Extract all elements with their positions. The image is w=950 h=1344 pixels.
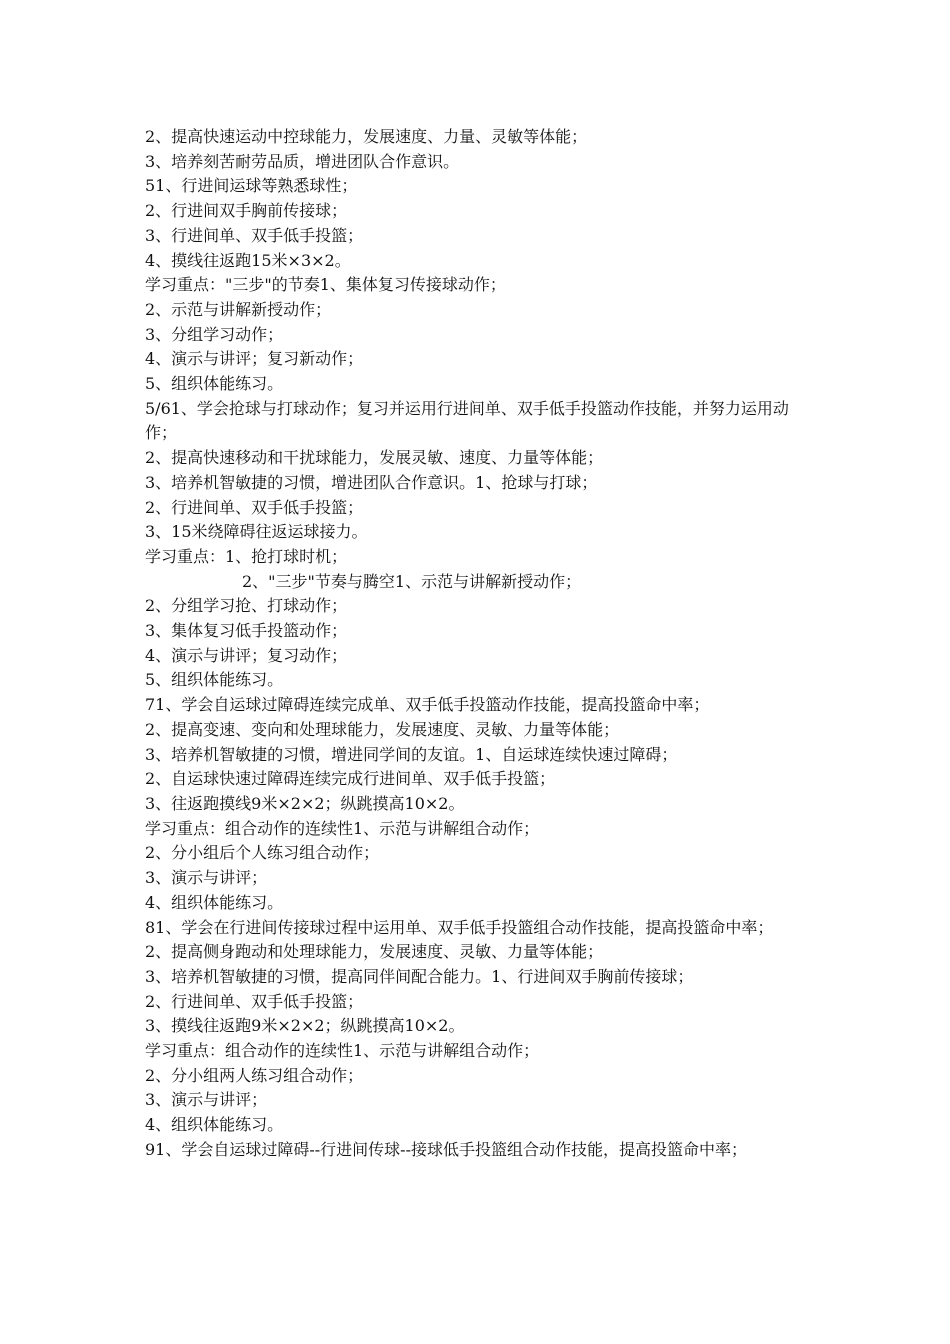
text-line-indented: 2、"三步"节奏与腾空1、示范与讲解新授动作； <box>242 571 582 591</box>
text-line: 5/61、学会抢球与打球动作；复习并运用行进间单、双手低手投篮动作技能，并努力运用动作； <box>145 398 789 443</box>
text-line: 3、行进间单、双手低手投篮； <box>145 225 364 245</box>
text-line: 2、提高快速移动和干扰球能力，发展灵敏、速度、力量等体能； <box>145 448 604 468</box>
text-line: 2、行进间单、双手低手投篮； <box>145 497 364 517</box>
text-line: 学习重点："三步"的节奏1、集体复习传接球动作； <box>145 275 506 295</box>
text-line: 5、组织体能练习。 <box>145 670 284 690</box>
text-line: 2、分组学习抢、打球动作； <box>145 596 348 616</box>
text-line: 3、往返跑摸线9米×2×2；纵跳摸高10×2。 <box>145 793 465 813</box>
text-line: 2、示范与讲解新授动作； <box>145 299 332 319</box>
document-body <box>145 125 810 1163</box>
text-line: 4、组织体能练习。 <box>145 1115 284 1135</box>
text-line: 51、行进间运球等熟悉球性； <box>145 176 358 196</box>
text-line: 5、组织体能练习。 <box>145 374 284 394</box>
text-line: 3、演示与讲评； <box>145 868 268 888</box>
text-line: 3、15米绕障碍往返运球接力。 <box>145 522 368 542</box>
text-line: 4、摸线往返跑15米×3×2。 <box>145 250 351 270</box>
text-line: 3、培养刻苦耐劳品质，增进团队合作意识。 <box>145 151 460 171</box>
text-line: 2、分小组后个人练习组合动作； <box>145 843 380 863</box>
text-line: 3、集体复习低手投篮动作； <box>145 621 348 641</box>
text-line: 4、演示与讲评；复习新动作； <box>145 349 364 369</box>
text-line: 3、培养机智敏捷的习惯，提高同伴间配合能力。1、行进间双手胸前传接球； <box>145 966 694 986</box>
text-line: 71、学会自运球过障碍连续完成单、双手低手投篮动作技能，提高投篮命中率； <box>145 695 710 715</box>
text-line: 81、学会在行进间传接球过程中运用单、双手低手投篮组合动作技能，提高投篮命中率； <box>145 917 774 937</box>
text-line: 3、分组学习动作； <box>145 324 284 344</box>
text-line: 学习重点：1、抢打球时机； <box>145 546 348 566</box>
text-line: 2、自运球快速过障碍连续完成行进间单、双手低手投篮； <box>145 769 556 789</box>
text-line: 2、行进间双手胸前传接球； <box>145 201 348 221</box>
text-line: 2、提高快速运动中控球能力，发展速度、力量、灵敏等体能； <box>145 127 588 146</box>
text-line: 2、提高变速、变向和处理球能力，发展速度、灵敏、力量等体能； <box>145 719 620 739</box>
text-line: 3、摸线往返跑9米×2×2；纵跳摸高10×2。 <box>145 1016 465 1036</box>
text-line: 3、培养机智敏捷的习惯，增进团队合作意识。1、抢球与打球； <box>145 472 598 492</box>
text-line: 2、行进间单、双手低手投篮； <box>145 991 364 1011</box>
text-line: 4、组织体能练习。 <box>145 892 284 912</box>
text-line: 2、提高侧身跑动和处理球能力，发展速度、灵敏、力量等体能； <box>145 942 604 962</box>
text-line: 学习重点：组合动作的连续性1、示范与讲解组合动作； <box>145 1041 540 1061</box>
text-line: 3、培养机智敏捷的习惯，增进同学间的友谊。1、自运球连续快速过障碍； <box>145 744 678 764</box>
text-line: 学习重点：组合动作的连续性1、示范与讲解组合动作； <box>145 818 540 838</box>
text-line: 3、演示与讲评； <box>145 1090 268 1110</box>
text-line: 91、学会自运球过障碍--行进间传球--接球低手投篮组合动作技能，提高投篮命中率； <box>145 1139 747 1159</box>
text-line: 4、演示与讲评；复习动作； <box>145 645 348 665</box>
text-line: 2、分小组两人练习组合动作； <box>145 1065 364 1085</box>
